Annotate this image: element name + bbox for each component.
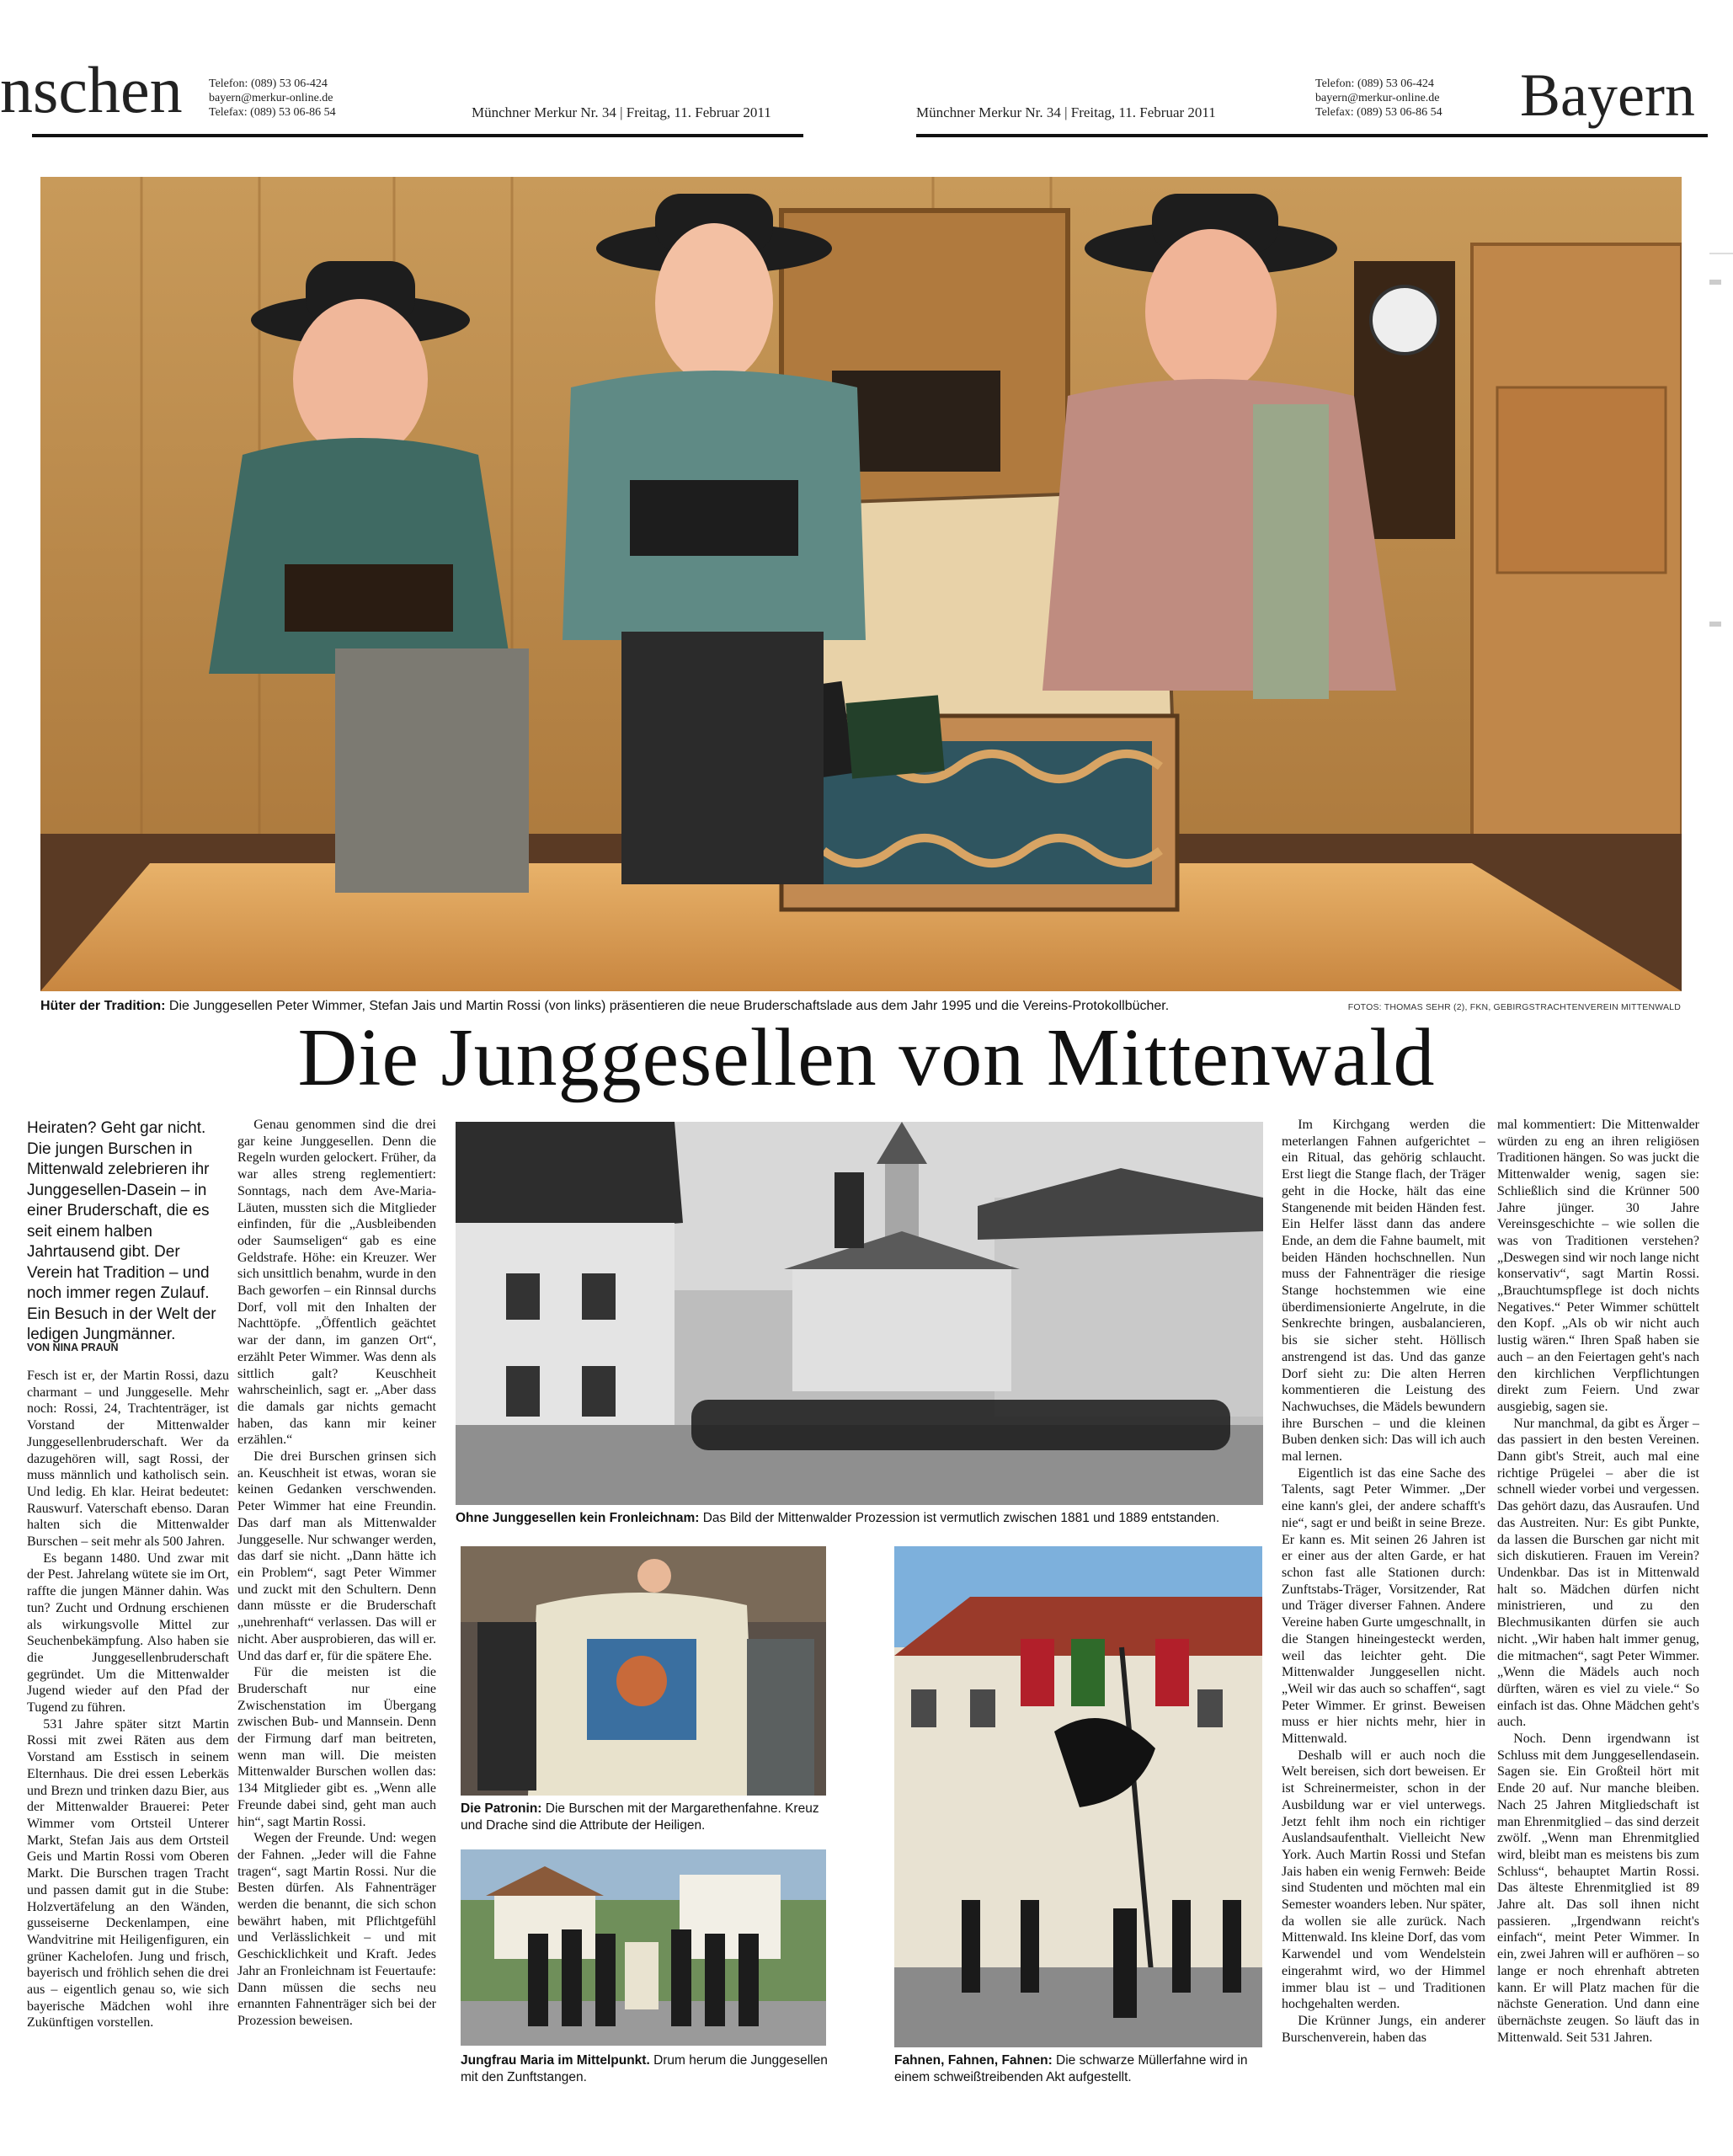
paragraph: 531 Jahre später sitzt Martin Rossi mit zwei Räten aus dem Vorstand am Esstisch in seinem Elternhaus. Die drei essen Leberkäs und Brezn und trinken dazu Bier, aus der Mittenwalder Brauerei: Peter Wimmer vom Ortsteil Unterer Markt, Stefan Jais aus dem Ortsteil Geis und Martin Rossi vom Oberen Markt. Die Burschen tragen Tracht und passen damit gut in die Stube: Holzvertäfelung an den Wänden, gusseiserne Deckenlampen, eine Wandvitrine mit Heiligenfiguren, ein grüner Kachelofen. Jung und frisch, bayerisch und fröhlich sehen die drei aus – eigentlich genau so, wie sich bayerische Mädchen wohl ihre Zukünftigen vorstellen. bbox=[27, 1716, 229, 2031]
paragraph: Wegen der Freunde. Und: wegen der Fahnen. „Jeder will die Fahne tragen“, sagt Martin Rossi. Nur die Besten dürfen. Als Fahnenträger werden die benannt, die sich schon bewährt haben, mit Pflichtgefühl und Verlässlichkeit – und mit Geschicklichkeit und Kraft. Jedes Jahr an Fronleichnam ist Feuertaufe: Dann müssen die sechs neu ernannten Fahnenträger sich bei der Prozession beweisen. bbox=[237, 1831, 436, 2028]
main-photo-bachelors-with-chest bbox=[40, 177, 1682, 991]
contact-phone: Telefon: (089) 53 06-424 bbox=[1315, 77, 1434, 90]
article-column-3 bbox=[1282, 1117, 1485, 2136]
paragraph: Im Kirchgang werden die meterlangen Fahnen aufgerichtet – ein Ritual, das gehörig schlaucht. Erst liegt die Stange flach, der Träger geht in die Hocke, hält das eine Stangenende mit beiden Händen fest. Ein Helfer lässt dann das andere Ende, an dem die Fahne baumelt, mit beiden Händen hochschnellen. Nun muss der Fahnenträger die riesige Stange hochstemmen wie eine überdimensionierte Angelrute, in die Senkrechte bringen, ausbalancieren, bis sie sicher steht. Höllisch anstrengend ist das. Und das ganze Dorf sieht zu: Die alten Herren kommentieren die Leistung des Nachwuchses, die Mädels bewundern ihre Burschen – und die kleinen Buben denken sich: Das will ich auch mal lernen. bbox=[1282, 1118, 1485, 1465]
caption-text: Die schwarze Müllerfahne wird in einem schweißtreibenden Akt aufgestellt. bbox=[894, 2053, 1248, 2084]
paragraph: mal kommentiert: Die Mittenwalder würden zu eng an ihren religiösen Traditionen hängen. So was juckt die Mittenwalder wenig, sagen sie: Schließlich sind die Krünner 500 Jahre jünger. 30 Jahre Vereinsgeschichte – wie sollen die was von Traditionen verstehen? „Deswegen sind wir noch lange nicht konservativ“, sagt Martin Rossi. „Brauchtumspflege ist doch nichts Negatives.“ Peter Wimmer schüttelt den Kopf. „Als ob wir nicht auch lustig wären.“ Ihren Spaß haben sie auch – an den Feiertagen geht's nach den kirchlichen Verpflichtungen direkt zum Feiern. Und zwar ausgiebig, sagen sie. bbox=[1497, 1118, 1699, 1414]
paragraph: Die Krünner Jungs, ein anderer Burschenverein, haben das bbox=[1282, 2013, 1485, 2045]
header-rule-left bbox=[32, 134, 803, 137]
caption-text: Drum herum die Junggesellen mit den Zunftstangen. bbox=[461, 2053, 828, 2084]
contact-fax: Telefax: (089) 53 06-86 54 bbox=[209, 106, 336, 119]
caption-label: Ohne Junggesellen kein Fronleichnam: bbox=[456, 1511, 700, 1525]
caption-text: Die Junggesellen Peter Wimmer, Stefan Jais und Martin Rossi (von links) präsentieren die neue Bruderschaftslade aus dem Jahr 1995 und die Vereins-Protokollbücher. bbox=[165, 999, 1170, 1013]
paragraph: Für die meisten ist die Bruderschaft nur eine Zwischenstation im Übergang zwischen Bub- und Mannsein. Denn der Firmung darf man beitreten, wenn man will. Die meisten Mittenwalder Burschen wollen das: 134 Mitglieder gibt es. „Wenn alle Freunde dabei sind, geht man auch hin“, sagt Martin Rossi. bbox=[237, 1665, 436, 1829]
article-lead: Heiraten? Geht gar nicht. Die jungen Burschen in Mittenwald zelebrieren ihr Junggesellen-Dasein – in einer Bruderschaft, die es seit einem halben Jahrtausend gibt. Der Verein hat Tradition – und noch immer regen Zulauf. Ein Besuch in der Welt der ledigen Jungmänner. bbox=[27, 1119, 216, 1343]
contact-fax: Telefax: (089) 53 06-86 54 bbox=[1315, 106, 1442, 119]
caption-label: Fahnen, Fahnen, Fahnen: bbox=[894, 2053, 1053, 2068]
article-headline: Die Junggesellen von Mittenwald bbox=[297, 1012, 1436, 1103]
contact-phone: Telefon: (089) 53 06-424 bbox=[209, 77, 328, 90]
photo-flag-raising bbox=[894, 1546, 1262, 2047]
article-column-4 bbox=[1497, 1117, 1699, 2136]
paragraph: Fesch ist er, der Martin Rossi, dazu charmant – und Junggeselle. Mehr noch: Rossi, 24, Trachtenträger, ist Vorstand der Mittenwalder Junggesellenbruderschaft. Wer da dazugehören will, sagt Rossi, der muss männlich und katholisch sein. Und ledig. Eh klar. Heirat bedeutet: Rauswurf. Vaterschaft ebenso. Daran halten sich die Mittenwalder Burschen – seit mehr als 500 Jahren. bbox=[27, 1369, 229, 1550]
photo-credits: FOTOS: THOMAS SEHR (2), FKN, GEBIRGSTRACHTENVEREIN MITTENWALD bbox=[1347, 1002, 1681, 1012]
paragraph: Noch. Denn irgendwann ist Schluss mit dem Junggesellendasein. Sagen sie. Ein Großteil hört mit Ende 20 auf. Nur manche bleiben. Nach 25 Jahren Mitgliedschaft ist man Ehrenmitglied – das sind derzeit zwölf. „Wenn man Ehrenmitglied wird, bleibt man es meistens bis zum Schluss“, behauptet Martin Rossi. Das älteste Ehrenmitglied ist 89 Jahre alt. Das soll ihnen nicht passieren. „Irgendwann reicht's einfach“, meint Peter Wimmer. In ein, zwei Jahren will er aufhören – so lange er noch ehrenhaft abtreten kann. Er will Platz machen für die nächste Generation. Und dann eine übernächste zeugen. So läuft das in Mittenwald. Seit 531 Jahren. bbox=[1497, 1732, 1699, 2045]
paragraph: Nur manchmal, da gibt es Ärger – das passiert in den besten Vereinen. Dann gibt's Streit, auch mal eine richtige Prügelei – aber die ist schnell wieder vorbei und vergessen. Das gehört dazu, das Ausraufen. Und das Austreiten. Nur: Es gibt Punkte, da lassen die Burschen gar nicht mit sich diskutieren. Frauen im Verein? Undenkbar. Das ist in Mittenwald halt so. Mädchen dürfen nicht ministrieren, und zu den Blechmusikanten dürfen sie auch nicht. „Wir haben halt immer genug, die mitmachen“, sagt Peter Wimmer. „Wenn die Mädels auch noch dürften, wären es viel zu viele.“ So einfach ist das. Ohne Mädchen geht's auch. bbox=[1497, 1416, 1699, 1730]
article-column-2 bbox=[237, 1117, 436, 2136]
maria-illustration bbox=[461, 1849, 826, 2046]
dateline-left: Münchner Merkur Nr. 34 | Freitag, 11. Februar 2011 bbox=[472, 104, 771, 120]
photo-historic-procession bbox=[456, 1122, 1263, 1505]
contact-block-left bbox=[209, 77, 336, 120]
caption-text: Die Burschen mit der Margarethenfahne. Kreuz und Drache sind die Attribute der Heiligen. bbox=[461, 1801, 819, 1833]
flags-caption bbox=[894, 2052, 1265, 2086]
procession-illustration bbox=[456, 1122, 1263, 1505]
contact-block-right bbox=[1315, 77, 1442, 120]
paragraph: Genau genommen sind die drei gar keine Junggesellen. Denn die Regeln wurden gelockert. Früher, da war alles streng reglementiert: Sonntags, nach dem Ave-Maria-Läuten, mussten sich die Mitglieder einfinden, für die „Ausbleibenden oder Saumseligen“ gab es eine Geldstrafe. Höhe: ein Kreuzer. Wer sich unsittlich benahm, wurde in den Bach geworfen – ein Rinnsal durchs Dorf, voll mit den Inhalten der Nachttöpfe. „Öffentlich geächtet war der dann, im ganzen Ort“, erzählt Peter Wimmer. Was denn als sittlich galt? Keuschheit wahrscheinlich, sagt er. „Aber dass die damals gar nichts gemacht haben, das kann mir keiner erzählen.“ bbox=[237, 1118, 436, 1448]
flags-illustration bbox=[894, 1546, 1262, 2047]
photo-maria-procession bbox=[461, 1849, 826, 2046]
contact-email: bayern@merkur-online.de bbox=[209, 92, 333, 104]
paragraph: Deshalb will er auch noch die Welt bereisen, sich dort beweisen. Er ist Schreinermeister, schon in der Ausbildung war er viel unterwegs. Jetzt fehlt ihm noch ein richtiger Auslandsaufenthalt. Vielleicht New York. Auch Martin Rossi und Stefan Jais haben ein wenig Fernweh: Beide sind Studenten und möchten mal ein Semester woanders leben. Nur später, da wollen sie alle zurück. Nach Mittenwald. Ins kleine Dorf, das vom Karwendel und vom Wendelstein eingerahmt wird, wo der Himmel immer blau ist – und Traditionen hochgehalten werden. bbox=[1282, 1748, 1485, 2012]
main-photo-illustration bbox=[40, 177, 1682, 991]
header-rule-right bbox=[916, 134, 1708, 137]
dateline-right: Münchner Merkur Nr. 34 | Freitag, 11. Februar 2011 bbox=[916, 104, 1216, 120]
paragraph: Die drei Burschen grinsen sich an. Keuschheit ist etwas, woran sie keinen Gedanken verschwenden. Peter Wimmer hat eine Freundin. Das darf man als Mittenwalder Junggeselle. Nur schwanger werden, das darf sie nicht. „Dann hätte ich ein Problem“, sagt Peter Wimmer und zuckt mit den Schultern. Denn dann müsste er die Bruderschaft „unehrenhaft“ verlassen. Das will er nicht. Aber ausprobieren, das will er. Und das darf er, für die spätere Ehe. bbox=[237, 1449, 436, 1663]
section-title-left: nschen bbox=[0, 53, 183, 126]
adjacent-column-edge bbox=[1709, 253, 1733, 2105]
contact-email: bayern@merkur-online.de bbox=[1315, 92, 1440, 104]
maria-caption bbox=[461, 2052, 828, 2086]
paragraph: Eigentlich ist das eine Sache des Talents, sagt Peter Wimmer. „Der eine kann's glei, der andere schafft's nie“, sagt er und beißt in seine Breze. Er kann es. Mit seinen 26 Jahren ist er einer aus der alten Garde, er hat schon fast alle Stationen durch: Zunftstabs-Träger, Vorsitzender, Rat und Träger diverser Fahnen. Andere Vereine haben Gurte umgeschnallt, in die Stangen hineingesteckt werden, weil das leichter geht. Die Mittenwalder Junggesellen nicht. „Weil wir das auch so schaffen“, sagt Peter Wimmer. Er grinst. Beweisen muss er hier nichts mehr, hier in Mittenwald. bbox=[1282, 1465, 1485, 1747]
article-column-1 bbox=[27, 1368, 229, 2134]
banner-illustration bbox=[461, 1546, 826, 1796]
caption-text: Das Bild der Mittenwalder Prozession ist vermutlich zwischen 1881 und 1889 entstanden. bbox=[699, 1511, 1220, 1525]
article-byline: VON NINA PRAUN bbox=[27, 1342, 119, 1353]
caption-label: Jungfrau Maria im Mittelpunkt. bbox=[461, 2053, 650, 2068]
paragraph: Es begann 1480. Und zwar mit der Pest. Jahrelang wütete sie im Ort, raffte die jungen Männer dahin. Was tun? Zucht und Ordnung erschienen als wirkungsvolle Mittel zur Seuchenbekämpfung. Also haben sie die Junggesellenbruderschaft gegründet. Um die Mittenwalder Jugend wieder auf den Pfad der Tugend zu führen. bbox=[27, 1550, 229, 1716]
patroness-caption bbox=[461, 1801, 828, 1834]
procession-caption bbox=[456, 1510, 1264, 1527]
photo-margarethen-banner bbox=[461, 1546, 826, 1796]
caption-label: Die Patronin: bbox=[461, 1801, 542, 1816]
caption-label: Hüter der Tradition: bbox=[40, 999, 166, 1013]
section-title-right: Bayern bbox=[1520, 61, 1695, 129]
